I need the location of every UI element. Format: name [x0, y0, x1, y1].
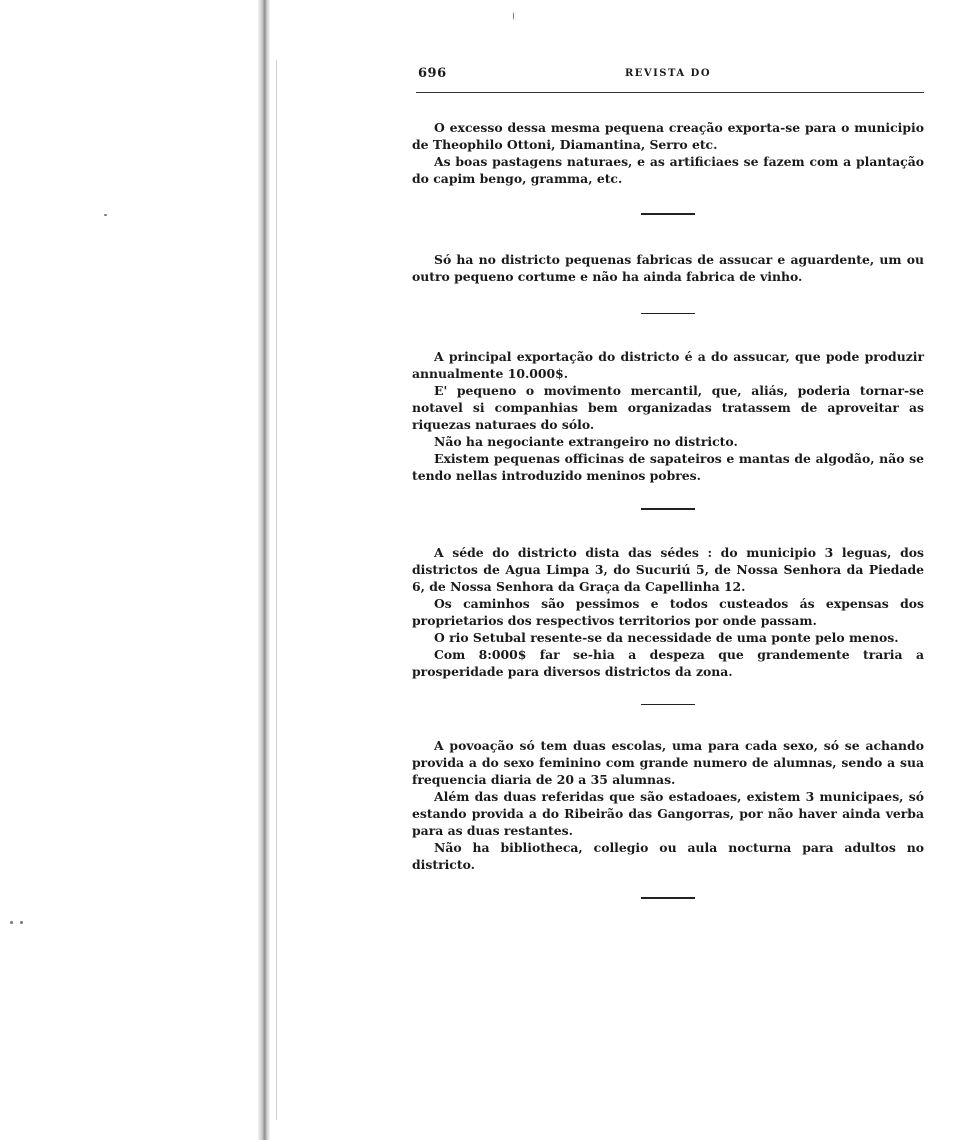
paragraph: E' pequeno o movimento mercantil, que, aliás, poderia tornar-se notavel si companhias bem organizadas tratassem de aproveitar as riquezas naturaes do sólo. [412, 383, 924, 432]
section-separator [641, 313, 695, 315]
book-page [412, 64, 924, 899]
gutter-line [276, 60, 277, 1120]
section-commerce [412, 348, 924, 484]
header-rule [416, 92, 924, 93]
scan-speck [104, 214, 107, 216]
section-roads [412, 544, 924, 680]
paragraph: Existem pequenas officinas de sapateiros e mantas de algodão, não se tendo nellas introduzido meninos pobres. [412, 451, 924, 483]
book-spine-shadow [258, 0, 270, 1140]
paragraph: A principal exportação do districto é a do assucar, que pode produzir annualmente 10.000$. [412, 349, 924, 381]
paragraph: As boas pastagens naturaes, e as artificiaes se fazem com a plantação do capim bengo, gramma, etc. [412, 154, 924, 186]
section-separator [641, 508, 695, 510]
paragraph: O excesso dessa mesma pequena creação exporta-se para o municipio de Theophilo Ottoni, Diamantina, Serro etc. [412, 120, 924, 152]
running-head [412, 64, 924, 86]
scan-speck [20, 921, 23, 924]
section-separator [641, 897, 695, 899]
paragraph: Os caminhos são pessimos e todos custeados ás expensas dos proprietarios dos respectivos territorios por onde passam. [412, 595, 924, 628]
paragraph: Não ha bibliotheca, collegio ou aula nocturna para adultos no districto. [412, 840, 924, 872]
scan-speck [10, 921, 13, 924]
paragraph: Só ha no districto pequenas fabricas de assucar e aguardente, um ou outro pequeno cortume e não ha ainda fabrica de vinho. [412, 251, 924, 284]
section-separator [641, 213, 695, 215]
paragraph: Não ha negociante extrangeiro no districto. [434, 434, 738, 449]
page-number: 696 [418, 66, 447, 81]
paragraph: O rio Setubal resente-se da necessidade de uma ponte pelo menos. [434, 629, 899, 645]
paragraph: Com 8:000$ far se-hia a despeza que grandemente traria a prosperidade para diversos districtos da zona. [412, 646, 924, 679]
paragraph: A povoação só tem duas escolas, uma para cada sexo, só se achando provida a do sexo feminino com grande numero de alumnas, sendo a sua frequencia diaria de 20 a 35 alumnas. [412, 738, 924, 787]
section-separator [641, 704, 695, 706]
paragraph: Além das duas referidas que são estadoaes, existem 3 municipaes, só estando provida a do Ribeirão das Gangorras, por não haver ainda verba para as duas restantes. [412, 789, 924, 838]
paragraph: A séde do districto dista das sédes : do municipio 3 leguas, dos districtos de Agua Limpa 3, do Sucuriú 5, de Nossa Senhora da Piedade 6, de Nossa Senhora da Graça da Capellinha 12. [412, 544, 924, 594]
section-industry [412, 251, 924, 285]
section-livestock [412, 119, 924, 187]
scan-speck [513, 12, 514, 20]
running-title: REVISTA DO [624, 68, 712, 79]
section-schools [412, 737, 924, 873]
